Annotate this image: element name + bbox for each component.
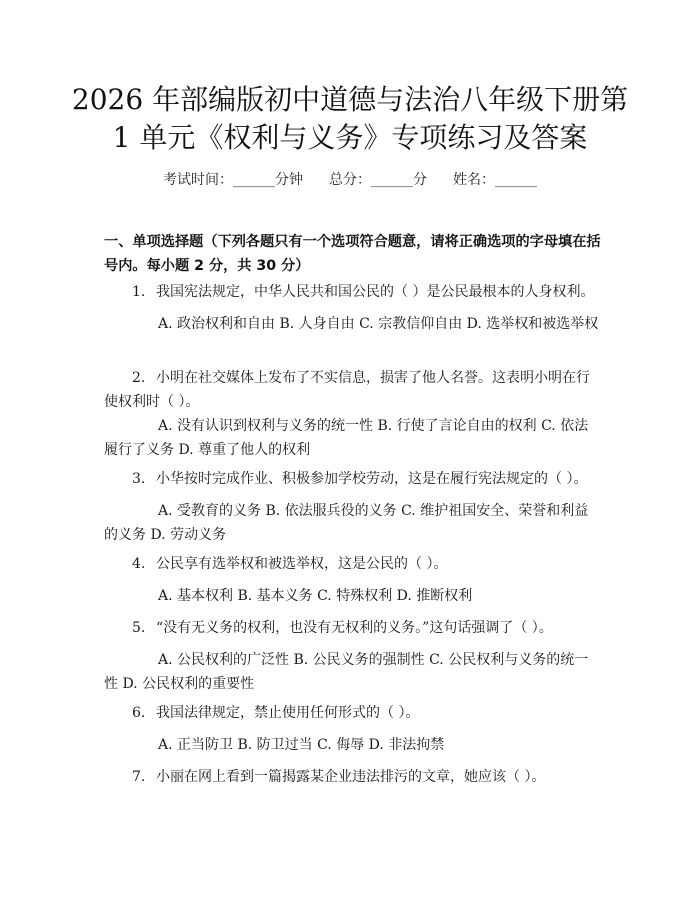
question-number: 1. [132,284,146,300]
question-7 [104,765,600,789]
question-5 [104,616,600,640]
question-number: 4. [132,556,146,572]
question-text: 我国法律规定，禁止使用任何形式的（ ）。 [156,705,420,721]
exam-score: 总分：______分 [329,172,427,188]
question-3-options: A. 受教育的义务 B. 依法服兵役的义务 C. 维护祖国安全、荣誉和利益的义务 D. 劳动义务 [104,503,589,543]
question-text: 小丽在网上看到一篇揭露某企业违法排污的文章，她应该（ ）。 [156,769,546,785]
question-text: 小明在社交媒体上发布了不实信息，损害了他人名誉。这表明小明在行使权利时（ ）。 [104,370,590,410]
question-number: 2. [132,370,146,386]
exam-name: 姓名：______ [453,172,537,188]
document-title-line1: 2026 年部编版初中道德与法治八年级下册第 [71,83,629,116]
question-1-options: A. 政治权利和自由 B. 人身自由 C. 宗教信仰自由 D. 选举权和被选举权 [158,316,599,332]
section-title: 一、单项选择题（下列各题只有一个选项符合题意，请将正确选项的字母填在括号内。每小题 2 分，共 30 分） [104,234,601,274]
question-2 [104,366,600,414]
question-6 [104,701,600,725]
question-4-options: A. 基本权利 B. 基本义务 C. 特殊权利 D. 推断权利 [158,588,473,604]
document-title-line2: 1 单元《权利与义务》专项练习及答案 [112,121,588,154]
exam-info [0,170,700,190]
question-2-options: A. 没有认识到权利与义务的统一性 B. 行使了言论自由的权利 C. 依法履行了义务 D. 尊重了他人的权利 [104,418,589,458]
question-text: 公民享有选举权和被选举权，这是公民的（ ）。 [156,556,448,572]
question-text: 小华按时完成作业、积极参加学校劳动，这是在履行宪法规定的（ ）。 [156,471,588,487]
question-text: 我国宪法规定，中华人民共和国公民的（ ）是公民最根本的人身权利。 [156,284,595,300]
exam-time: 考试时间：______分钟 [163,172,303,188]
question-text: “没有无义务的权利，也没有无权利的义务。”这句话强调了（ ）。 [156,620,553,636]
question-6-options: A. 正当防卫 B. 防卫过当 C. 侮辱 D. 非法拘禁 [158,737,445,753]
question-number: 7. [132,769,146,785]
question-5-options: A. 公民权利的广泛性 B. 公民义务的强制性 C. 公民权利与义务的统一性 D. 公民权利的重要性 [104,652,589,692]
question-number: 5. [132,620,146,636]
question-number: 6. [132,705,146,721]
question-4 [104,552,600,576]
question-number: 3. [132,471,146,487]
question-1 [104,280,600,304]
question-3 [104,467,600,491]
